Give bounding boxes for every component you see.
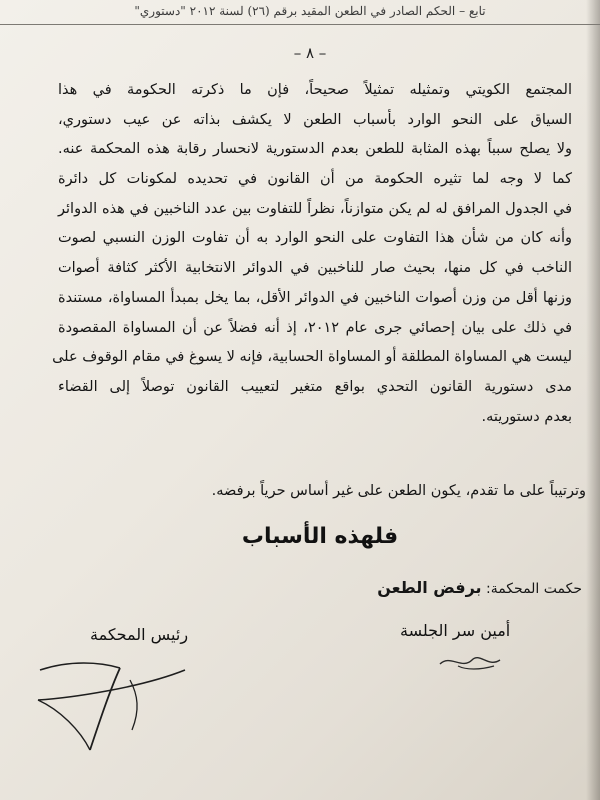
section-heading: فلهذه الأسباب [241,524,399,549]
page-edge-shadow [586,0,600,800]
secretary-signature [410,640,530,680]
body-line: السياق على النحو الوارد بأسباب الطعن لا يكشف بذاته عن عيب دستوري، [58,111,572,128]
body-paragraphs [52,76,572,432]
body-line: كما لا وجه لما تثيره الحكومة من أن القانون في تحديده لمكونات كل دائرة [58,171,572,188]
header-rule [0,24,600,25]
body-line: ولا يصلح سبباً بهذه المثابة للطعن بعدم الدستورية لانحسار رقابة هذه المحكمة عنه. [58,141,572,158]
body-line: في ذلك على بيان إحصائي جرى عام ٢٠١٢، إذ أنه فضلاً عن أن المساواة المقصودة [58,319,572,336]
running-header: تابع – الحكم الصادر في الطعن المقيد برقم (٢٦) لسنة ٢٠١٢ "دستوري" [134,4,486,18]
body-line: الناخب في كل منها، بحيث صار للناخبين في الدوائر الانتخابية الأكثر كثافة أصوات [58,260,572,277]
secretary-label: أمين سر الجلسة [400,621,511,640]
verdict-decision: برفض الطعن [377,578,482,597]
president-signature [20,640,190,760]
body-line: بعدم دستوريته. [481,408,572,425]
page-number: – ٨ – [293,44,327,62]
body-line: وزنها أقل من وزن أصوات الناخبين في الدوائر الأقل، بما يخل بمبدأ المساواة، مستندة [58,289,572,306]
verdict-label: حكمت المحكمة: [485,581,582,597]
verdict-line [290,578,582,597]
body-line: مدى دستورية القانون التحدي بواقع متغير لتعييب القانون توصلاً إلى القضاء [58,378,572,395]
president-label: رئيس المحكمة [90,625,189,644]
body-line: في الجدول المرافق له لم يكن متوازناً، نظراً للتفاوت بين عدد الناخبين في هذه الدوائر [58,200,572,217]
body-line: المجتمع الكويتي وتمثيله تمثيلاً صحيحاً، فإن ما ذكرته الحكومة في هذا [58,82,572,98]
conclusion-paragraph: وترتيباً على ما تقدم، يكون الطعن على غير أساس حرياً برفضه. [211,483,586,499]
body-line: ليست هي المساواة المطلقة أو المساواة الحسابية، فإنه لا يسوغ في مقام الوقوف على [52,349,572,366]
body-line: وأنه كان من شأن هذا التفاوت على النحو الوارد به أن تفاوت الوزن النسبي لصوت [58,230,572,247]
